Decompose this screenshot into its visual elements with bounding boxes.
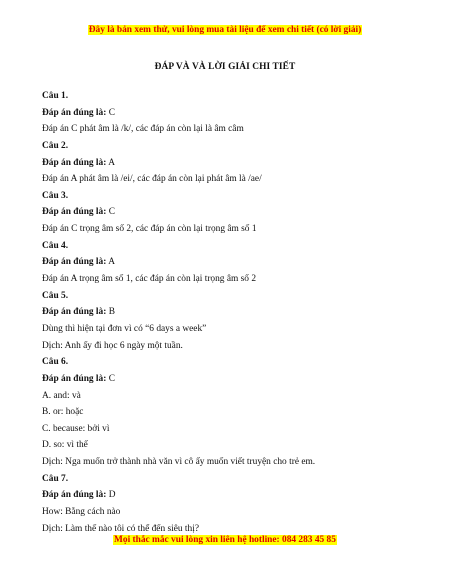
explanation-line: Dịch: Làm thế nào tôi có thể đến siêu thị? <box>42 523 199 534</box>
answer-line <box>42 304 422 321</box>
question-heading: Câu 4. <box>42 240 69 251</box>
question-heading: Câu 1. <box>42 91 69 101</box>
explanation-line: Dùng thì hiện tại đơn vì có “6 days a week” <box>42 323 207 334</box>
explanation-line: Đáp án C phát âm là /k/, các đáp án còn lại là âm câm <box>42 124 244 135</box>
answer-label: Đáp án đúng là: <box>42 207 107 218</box>
answer-value: B <box>108 307 115 318</box>
explanation-line: C. because: bởi vì <box>42 423 110 434</box>
answer-value: A <box>108 157 115 168</box>
question-heading: Câu 7. <box>42 473 69 484</box>
explanation-line: Dịch: Anh ấy đi học 6 ngày một tuần. <box>42 340 183 351</box>
answer-label: Đáp án đúng là: <box>42 373 107 384</box>
explanation-line: Dịch: Nga muốn trở thành nhà văn vì cô ấy muốn viết truyện cho trẻ em. <box>42 457 316 468</box>
hotline-banner-text: Mọi thắc mắc vui lòng xin liên hệ hotline: 084 283 45 85 <box>114 535 336 545</box>
explanation-line: Đáp án A phát âm là /ei/, các đáp án còn lại phát âm là /ae/ <box>42 174 262 185</box>
question-heading: Câu 5. <box>42 290 69 301</box>
question-heading: Câu 2. <box>42 140 69 151</box>
question-heading: Câu 3. <box>42 190 69 201</box>
answer-value: C <box>108 107 115 118</box>
answer-value: C <box>108 207 115 218</box>
explanation-line: B. or: hoặc <box>42 407 84 418</box>
answer-line <box>42 487 422 504</box>
answer-list <box>42 88 422 537</box>
explanation-line: Đáp án A trọng âm số 1, các đáp án còn lại trọng âm số 2 <box>42 274 257 285</box>
preview-banner <box>0 25 450 35</box>
explanation-line: How: Bằng cách nào <box>42 507 121 518</box>
explanation-line: A. and: và <box>42 390 81 401</box>
hotline-banner <box>0 535 450 545</box>
answer-line <box>42 105 422 122</box>
explanation-line: D. so: vì thế <box>42 440 88 451</box>
answer-line <box>42 204 422 221</box>
answer-line <box>42 371 422 388</box>
answer-label: Đáp án đúng là: <box>42 107 107 118</box>
answer-line <box>42 155 422 172</box>
answer-line <box>42 254 422 271</box>
preview-banner-text: Đây là bản xem thử, vui lòng mua tài liệu để xem chi tiết (có lời giải) <box>88 25 362 35</box>
answer-label: Đáp án đúng là: <box>42 257 107 268</box>
answer-value: A <box>108 257 115 268</box>
answer-value: D <box>108 490 116 501</box>
answer-value: C <box>108 373 115 384</box>
document-title: ĐÁP VÀ VÀ LỜI GIẢI CHI TIẾT <box>154 62 296 72</box>
answer-label: Đáp án đúng là: <box>42 307 107 318</box>
explanation-line: Đáp án C trọng âm số 2, các đáp án còn lại trọng âm số 1 <box>42 224 257 235</box>
question-heading: Câu 6. <box>42 357 69 368</box>
answer-label: Đáp án đúng là: <box>42 157 107 168</box>
answer-label: Đáp án đúng là: <box>42 490 107 501</box>
